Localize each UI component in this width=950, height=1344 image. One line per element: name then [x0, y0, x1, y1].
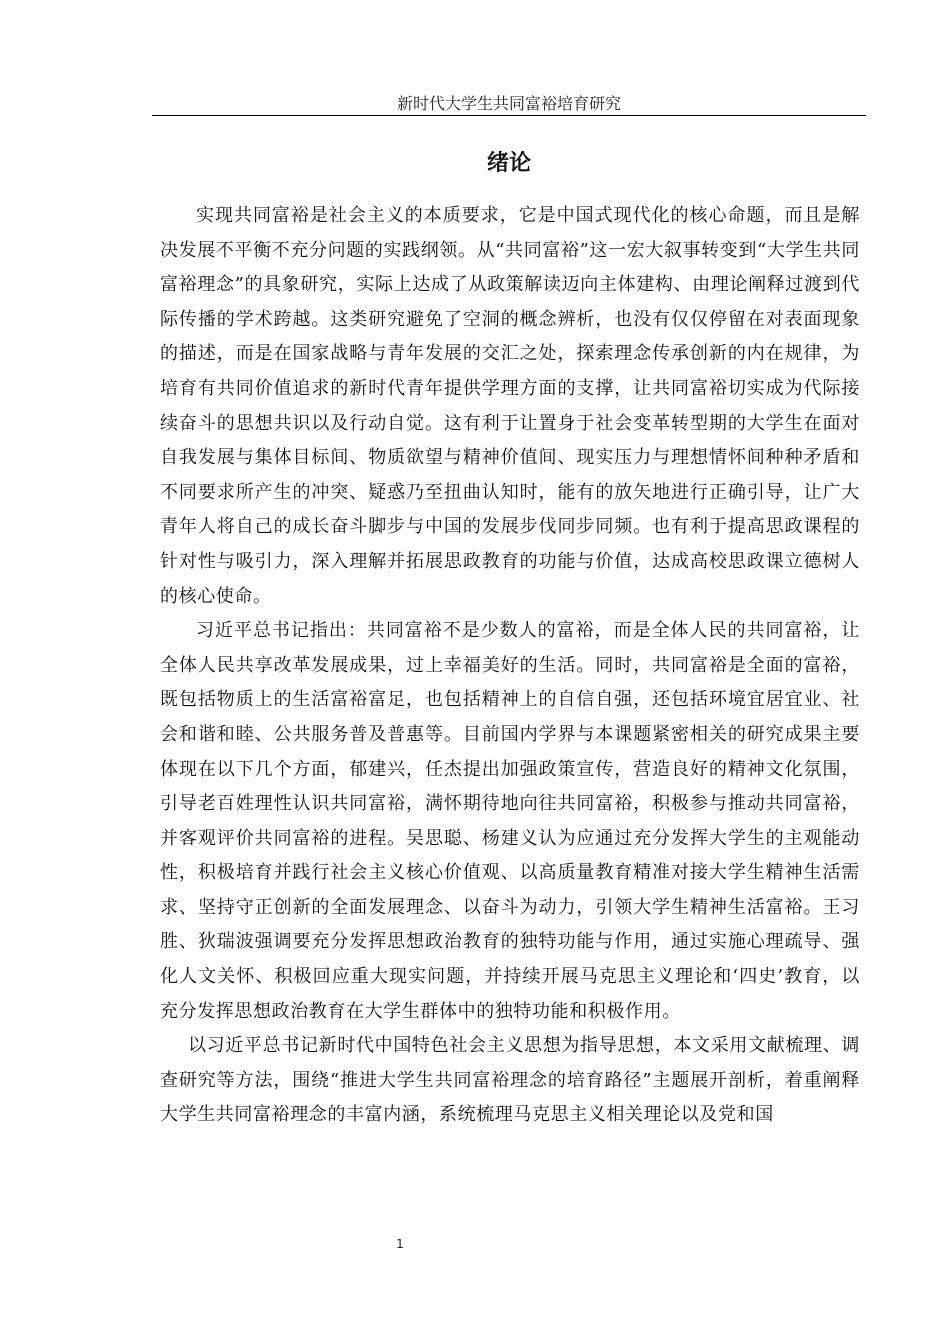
paragraph-2: 习近平总书记指出：共同富裕不是少数人的富裕，而是全体人民的共同富裕，让全体人民共享改革发展成果，过上幸福美好的生活。同时，共同富裕是全面的富裕，既包括物质上的生活富裕富足，也包括精神上的自信自强，还包括环境宜居宜业、社会和谐和睦、公共服务普及普惠等。目前国内学界与本课题紧密相关的研究成果主要体现在以下几个方面，郁建兴，任杰提出加强政策宣传，营造良好的精神文化氛围，引导老百姓理性认识共同富裕，满怀期待地向往共同富裕，积极参与推动共同富裕，并客观评价共同富裕的进程。吴思聪、杨建义认为应通过充分发挥大学生的主观能动性，积极培育并践行社会主义核心价值观、以高质量教育精准对接大学生精神生活需求、坚持守正创新的全面发展理念、以奋斗为动力，引领大学生精神生活富裕。王习胜、狄瑞波强调要充分发挥思想政治教育的独特功能与作用，通过实施心理疏导、强化人文关怀、积极回应重大现实问题，并持续开展马克思主义理论和‘四史’教育，以充分发挥思想政治教育在大学生群体中的独特功能和积极作用。: [160, 620, 860, 1022]
page-number: 1: [396, 1237, 404, 1251]
header-divider: [152, 115, 866, 116]
body-text: [160, 199, 860, 1133]
running-header: 新时代大学生共同富裕培育研究: [396, 94, 621, 113]
paragraph-3: 以习近平总书记新时代中国特色社会主义思想为指导思想，本文采用文献梳理、调查研究等方法，围绕“推进大学生共同富裕理念的培育路径”主题展开剖析，着重阐释大学生共同富裕理念的丰富内涵，系统梳理马克思主义相关理论以及党和国: [160, 1035, 860, 1126]
chapter-title: 绪论: [486, 151, 531, 176]
paragraph-1: 实现共同富裕是社会主义的本质要求，它是中国式现代化的核心命题，而且是解决发展不平衡不充分问题的实践纲领。从“共同富裕”这一宏大叙事转变到“大学生共同富裕理念”的具象研究，实际上达成了从政策解读迈向主体建构、由理论阐释过渡到代际传播的学术跨越。这类研究避免了空洞的概念辨析，也没有仅仅停留在对表面现象的描述，而是在国家战略与青年发展的交汇之处，探索理念传承创新的内在规律，为培育有共同价值追求的新时代青年提供学理方面的支撑，让共同富裕切实成为代际接续奋斗的思想共识以及行动自觉。这有利于让置身于社会变革转型期的大学生在面对自我发展与集体目标间、物质欲望与精神价值间、现实压力与理想情怀间种种矛盾和不同要求所产生的冲突、疑惑乃至扭曲认知时，能有的放矢地进行正确引导，让广大青年人将自己的成长奋斗脚步与中国的发展步伐同步同频。也有利于提高思政课程的针对性与吸引力，深入理解并拓展思政教育的功能与价值，达成高校思政课立德树人的核心使命。: [160, 205, 860, 607]
